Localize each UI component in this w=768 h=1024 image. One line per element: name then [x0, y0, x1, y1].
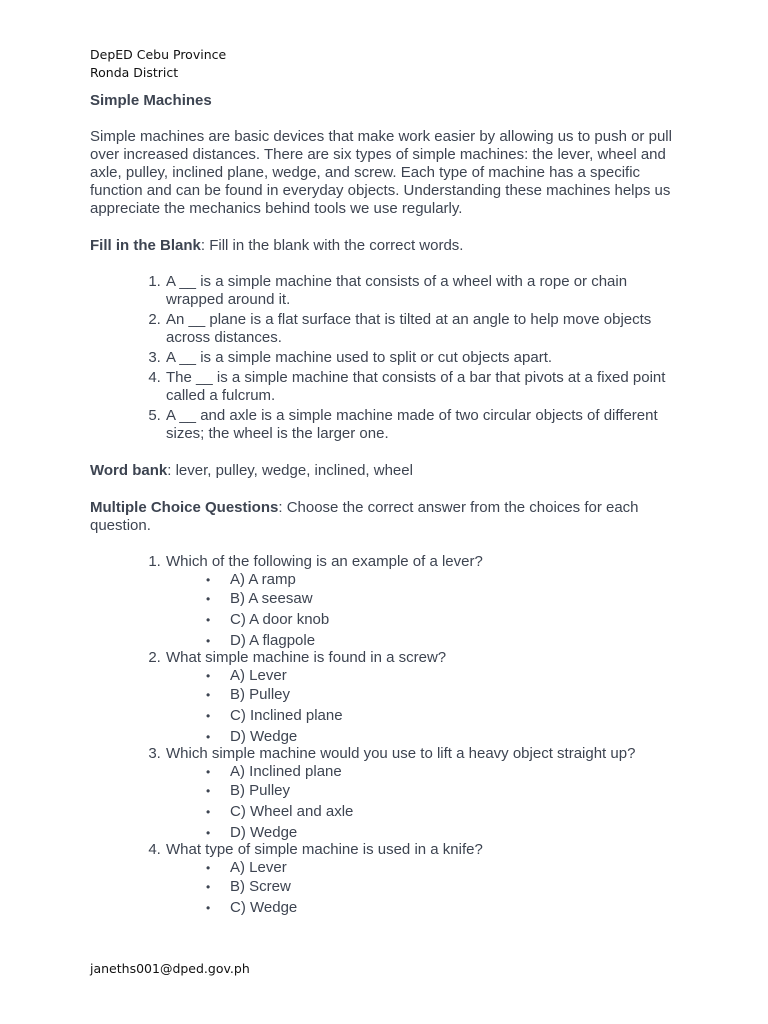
choice-text: C) Wheel and axle — [230, 803, 354, 820]
fill-blank-item: 3. A __ is a simple machine used to split or cut objects apart. — [165, 349, 680, 367]
bullet-icon: • — [206, 784, 211, 798]
choice-text: C) A door knob — [230, 611, 330, 628]
choice-item — [206, 667, 680, 686]
bullet-icon: • — [206, 688, 211, 702]
choice-text: D) Wedge — [230, 824, 298, 841]
bullet-icon: • — [206, 880, 211, 894]
word-bank — [90, 462, 680, 480]
bullet-icon: • — [206, 730, 211, 744]
fill-blank-list — [90, 273, 680, 443]
choice-text: A) Lever — [230, 859, 287, 876]
question-item — [165, 841, 680, 919]
fill-blank-heading — [90, 237, 680, 255]
choice-item — [206, 571, 680, 590]
bullet-icon: • — [206, 826, 211, 840]
choice-text: A) Inclined plane — [230, 763, 342, 780]
choice-item — [206, 763, 680, 782]
choice-text: A) A ramp — [230, 571, 296, 588]
choice-item — [206, 631, 680, 649]
document-header — [90, 46, 226, 82]
choice-item — [206, 782, 680, 801]
choice-item — [206, 609, 680, 631]
choice-text: B) A seesaw — [230, 590, 313, 607]
choice-item — [206, 878, 680, 897]
choice-text: B) Pulley — [230, 782, 291, 799]
choice-item — [206, 897, 680, 919]
question-text: Which of the following is an example of a lever? — [166, 553, 483, 570]
word-bank-words: : lever, pulley, wedge, inclined, wheel — [167, 462, 413, 479]
fill-blank-item: 2. An __ plane is a flat surface that is tilted at an angle to help move objects across distances. — [165, 311, 680, 347]
word-bank-label: Word bank — [90, 462, 168, 479]
choice-text: B) Screw — [230, 878, 291, 895]
choice-text: C) Wedge — [230, 899, 298, 916]
choice-text: B) Pulley — [230, 686, 291, 703]
choice-item — [206, 823, 680, 841]
question-text: What type of simple machine is used in a knife? — [166, 841, 483, 858]
choice-item — [206, 590, 680, 609]
choice-item — [206, 859, 680, 878]
choice-item — [206, 801, 680, 823]
bullet-icon: • — [206, 613, 211, 627]
bullet-icon: • — [206, 592, 211, 606]
fill-blank-item: 4. The __ is a simple machine that consists of a bar that pivots at a fixed point called a fulcrum. — [165, 369, 680, 405]
question-item — [165, 649, 680, 745]
bullet-icon: • — [206, 573, 211, 587]
choice-item — [206, 727, 680, 745]
bullet-icon: • — [206, 765, 211, 779]
question-text: Which simple machine would you use to lift a heavy object straight up? — [166, 745, 636, 762]
choice-text: C) Inclined plane — [230, 707, 343, 724]
page-title: Simple Machines — [90, 92, 212, 109]
choice-item — [206, 686, 680, 705]
fill-blank-instruction: : Fill in the blank with the correct words. — [200, 237, 464, 254]
choice-text: D) Wedge — [230, 728, 298, 745]
choice-item — [206, 705, 680, 727]
bullet-icon: • — [206, 634, 211, 648]
fill-blank-label: Fill in the Blank — [90, 237, 201, 254]
bullet-icon: • — [206, 901, 211, 915]
question-item — [165, 553, 680, 649]
document-body — [90, 92, 680, 919]
choice-text: D) A flagpole — [230, 632, 316, 649]
choice-list — [166, 667, 680, 745]
multiple-choice-list — [90, 553, 680, 919]
header-district: Ronda District — [90, 65, 179, 80]
bullet-icon: • — [206, 709, 211, 723]
bullet-icon: • — [206, 805, 211, 819]
multiple-choice-instruction: : Choose the correct answer from the choices for each question. — [90, 499, 639, 534]
footer-email: janeths001@dped.gov.ph — [90, 961, 250, 976]
intro-paragraph: Simple machines are basic devices that make work easier by allowing us to push or pull over increased distances. There are six types of simple machines: the lever, wheel and axle, pulley, inclined plane, wedge, and screw. Each type of machine has a specific function and can be found in everyday objects. Understanding these machines helps us appreciate the mechanics behind tools we use regularly. — [90, 128, 672, 217]
choice-text: A) Lever — [230, 667, 287, 684]
multiple-choice-label: Multiple Choice Questions — [90, 499, 279, 516]
question-item — [165, 745, 680, 841]
fill-blank-item: 5. A __ and axle is a simple machine made of two circular objects of different sizes; the wheel is the larger one. — [165, 407, 680, 443]
bullet-icon: • — [206, 669, 211, 683]
bullet-icon: • — [206, 861, 211, 875]
choice-list — [166, 859, 680, 919]
fill-blank-item: 1. A __ is a simple machine that consists of a wheel with a rope or chain wrapped around it. — [165, 273, 680, 309]
question-text: What simple machine is found in a screw? — [166, 649, 447, 666]
choice-list — [166, 571, 680, 649]
header-division: DepED Cebu Province — [90, 47, 227, 62]
multiple-choice-heading — [90, 499, 680, 535]
choice-list — [166, 763, 680, 841]
